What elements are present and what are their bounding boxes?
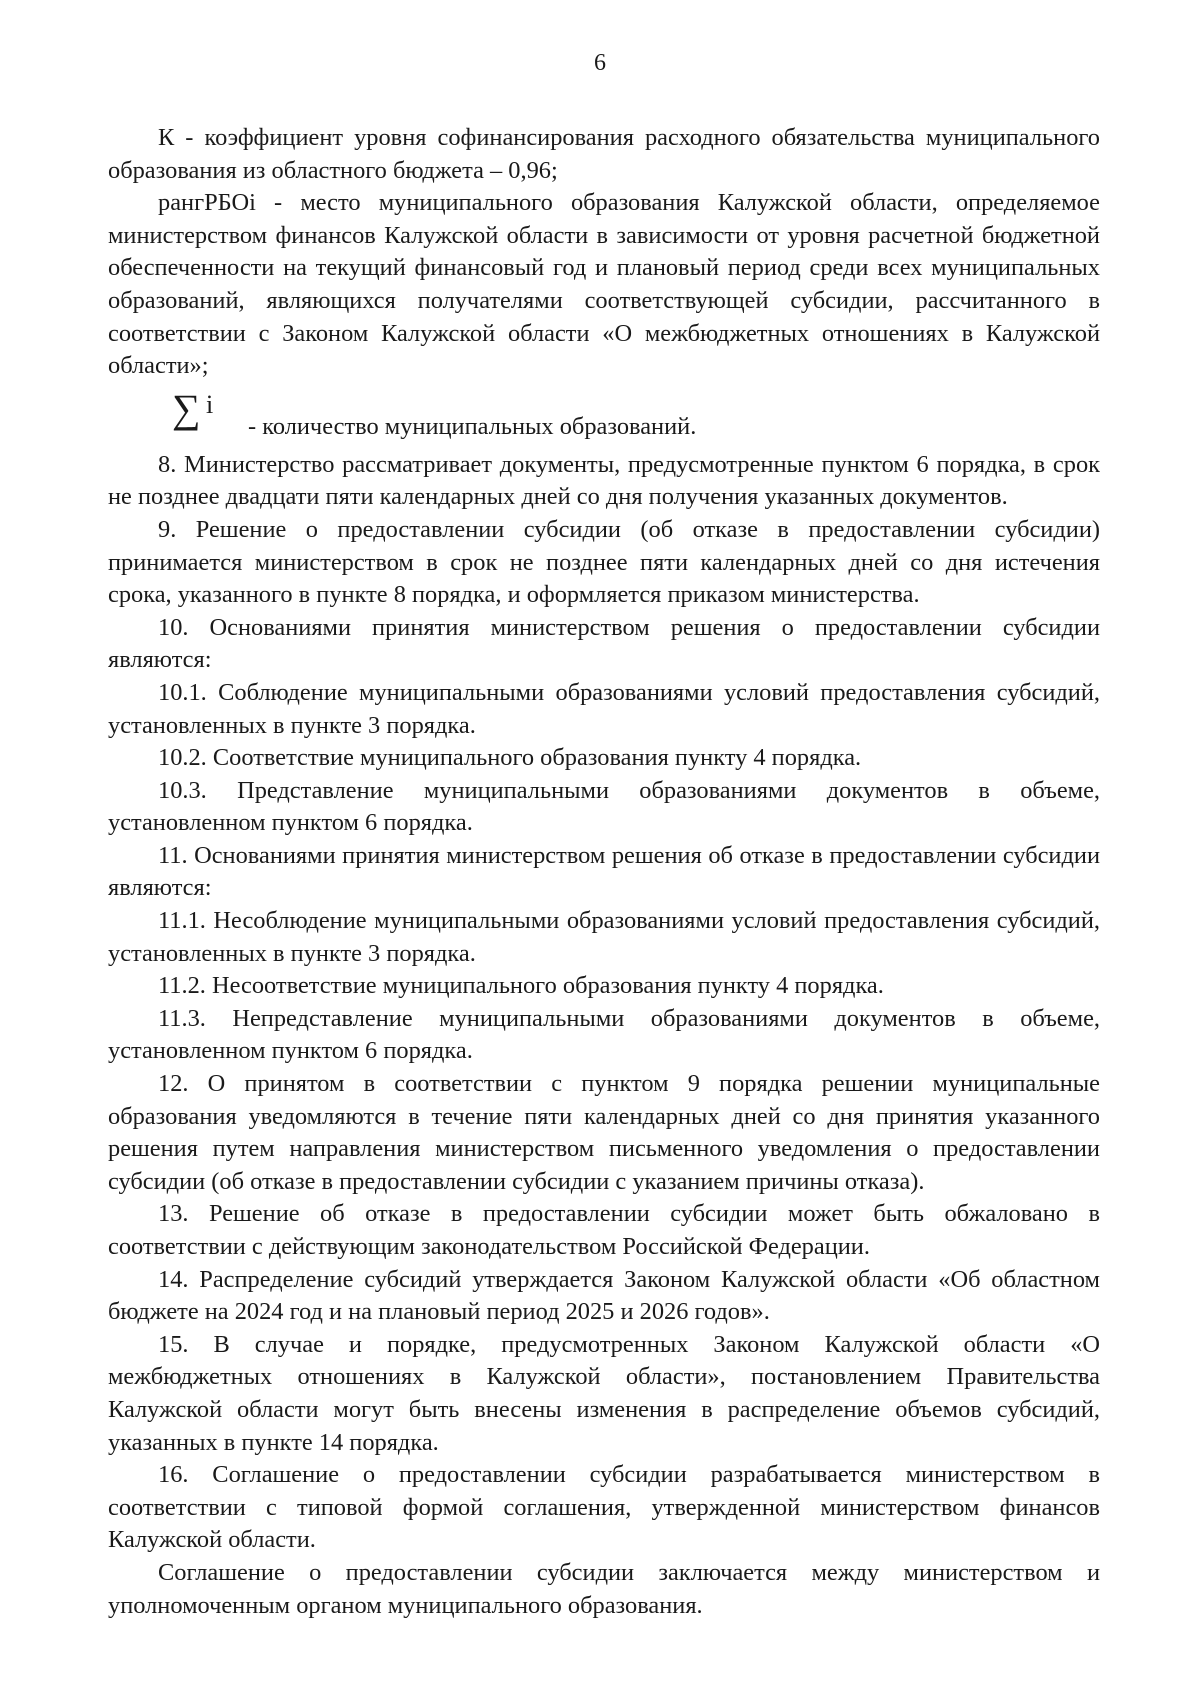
sum-formula-line [108,385,1100,447]
sum-description: - количество муниципальных образований. [248,412,697,440]
clause-16: 16. Соглашение о предоставлении субсидии разрабатывается министерством в соответствии с типовой формой соглашения, утвержденной министерством финансов Калужской области. [108,1461,1100,1554]
clause-11-2: 11.2. Несоответствие муниципального образования пункту 4 порядка. [158,972,884,1000]
clause-11-3: 11.3. Непредставление муниципальными образованиями документов в объеме, установленном пунктом 6 порядка. [108,1004,1100,1065]
clause-9: 9. Решение о предоставлении субсидии (об отказе в предоставлении субсидии) принимается министерством в срок не позднее пяти календарных дней со дня истечения срока, указанного в пункте 8 порядка, и оформляется приказом министерства. [108,515,1100,609]
clause-16-agreement: Соглашение о предоставлении субсидии заключается между министерством и уполномоченным органом муниципального образования. [108,1558,1100,1619]
clause-10-2: 10.2. Соответствие муниципального образования пункту 4 порядка. [158,744,862,772]
clause-10: 10. Основаниями принятия министерством решения о предоставлении субсидии являются: [108,613,1100,674]
clause-15: 15. В случае и порядке, предусмотренных Законом Калужской области «О межбюджетных отношениях в Калужской области», постановлением Правительства Калужской области могут быть внесены изменения в распределение объемов субсидий, указанных в пункте 14 порядка. [108,1330,1100,1456]
clause-13: 13. Решение об отказе в предоставлении субсидии может быть обжаловано в соответствии с действующим законодательством Российской Федерации. [108,1200,1100,1260]
page-number: 6 [594,50,606,76]
clause-8: 8. Министерство рассматривает документы, предусмотренные пунктом 6 порядка, в срок не позднее двадцати пяти календарных дней со дня получения указанных документов. [108,450,1100,511]
clause-10-3: 10.3. Представление муниципальными образованиями документов в объеме, установленном пунктом 6 порядка. [108,776,1100,837]
clause-12: 12. О принятом в соответствии с пунктом 9 порядка решении муниципальные образования уведомляются в течение пяти календарных дней со дня принятия указанного решения путем направления министерством письменного уведомления о предоставлении субсидии (об отказе в предоставлении субсидии с указанием причины отказа). [108,1070,1100,1195]
paragraph-coefficient-k: К - коэффициент уровня софинансирования расходного обязательства муниципального образования из областного бюджета – 0,96; [108,124,1100,184]
sum-symbol: ∑ [172,385,201,431]
clause-10-1: 10.1. Соблюдение муниципальными образованиями условий предоставления субсидий, установленных в пункте 3 порядка. [108,678,1100,739]
sum-index: i [206,389,214,419]
document-body [108,122,1100,1622]
clause-11-1: 11.1. Несоблюдение муниципальными образованиями условий предоставления субсидий, установленных в пункте 3 порядка. [108,907,1100,967]
paragraph-rank-rbo: рангРБОi - место муниципального образования Калужской области, определяемое министерством финансов Калужской области в зависимости от уровня расчетной бюджетной обеспеченности на текущий финансовый год и плановый период среди всех муниципальных образований, являющихся получателями соответствующей субсидии, рассчитанного в соответствии с Законом Калужской области «О межбюджетных отношениях в Калужской области»; [108,189,1100,380]
clause-14: 14. Распределение субсидий утверждается Законом Калужской области «Об областном бюджете на 2024 год и на плановый период 2025 и 2026 годов». [108,1265,1100,1326]
clause-11: 11. Основаниями принятия министерством решения об отказе в предоставлении субсидии являются: [108,841,1100,902]
